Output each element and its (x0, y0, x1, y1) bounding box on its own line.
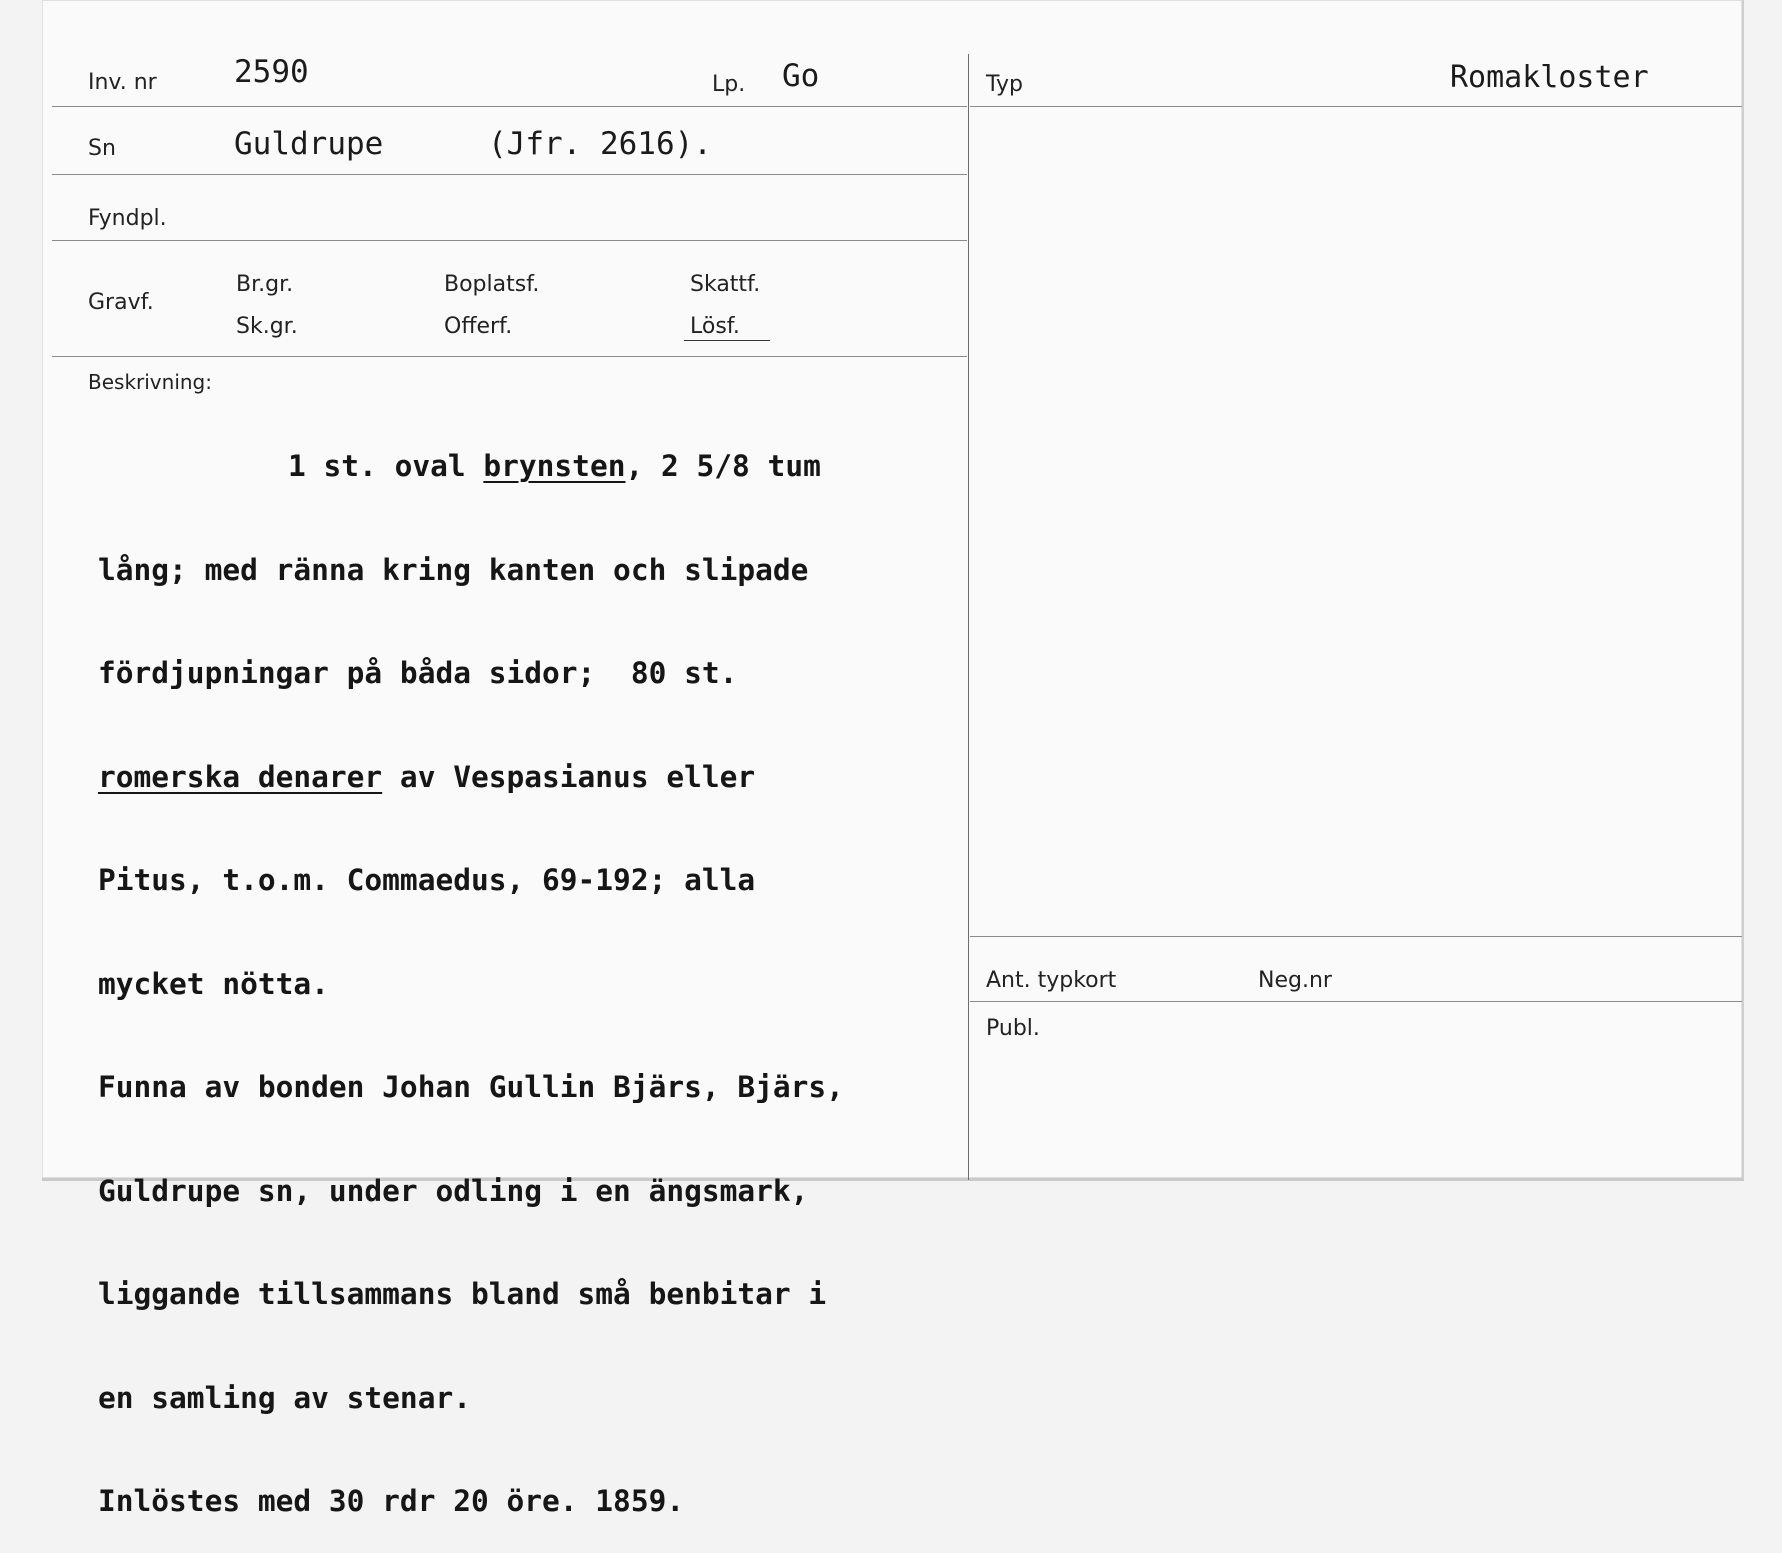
divider-bottom-2 (970, 1001, 1742, 1002)
desc-line-10: en samling av stenar. (98, 1380, 471, 1415)
desc-line-11: Inlöstes med 30 rdr 20 öre. 1859. (98, 1484, 685, 1518)
desc-line-3: fördjupningar på båda sidor; 80 st. (98, 656, 738, 690)
desc-line-2: lång; med ränna kring kanten och slipade (98, 552, 809, 587)
divider-row1 (52, 106, 967, 107)
desc-line-8: Guldrupe sn, under odling i en ängsmark, (98, 1173, 809, 1208)
label-publ: Publ. (986, 1016, 1040, 1041)
label-offerf: Offerf. (444, 314, 513, 339)
label-skattf: Skattf. (690, 272, 761, 297)
desc-line-6: mycket nötta. (98, 966, 329, 1001)
desc-line-7: Funna av bonden Johan Gullin Bjärs, Bjärs, (98, 1070, 844, 1104)
label-fyndpl: Fyndpl. (88, 206, 167, 231)
label-boplatsf: Boplatsf. (444, 272, 540, 297)
value-inv-nr: 2590 (234, 54, 309, 90)
label-losf: Lösf. (690, 314, 740, 339)
value-lp: Go (782, 58, 820, 94)
divider-row3 (52, 240, 967, 241)
value-sn: Guldrupe (234, 126, 384, 162)
desc-line-9: liggande tillsammans bland små benbitar i (98, 1277, 827, 1311)
label-inv-nr: Inv. nr (88, 70, 157, 95)
divider-bottom-1 (970, 936, 1742, 937)
divider-row4 (52, 356, 967, 357)
divider-row2 (52, 174, 967, 175)
label-neg-nr: Neg.nr (1258, 968, 1332, 993)
label-gravf: Gravf. (88, 290, 154, 315)
divider-typ (970, 106, 1742, 107)
column-divider (968, 54, 969, 1180)
label-br-gr: Br.gr. (236, 272, 294, 297)
losf-underline (684, 340, 770, 341)
label-sn: Sn (88, 136, 116, 161)
desc-line-4: romerska denarer av Vespasianus eller (98, 759, 756, 794)
desc-line-1: 1 st. oval brynsten, 2 5/8 tum (288, 449, 821, 483)
label-sk-gr: Sk.gr. (236, 314, 298, 339)
value-sn-ref: (Jfr. 2616). (488, 126, 712, 162)
label-beskrivning: Beskrivning: (88, 370, 212, 394)
desc-line-5: Pitus, t.o.m. Commaedus, 69-192; alla (98, 863, 756, 897)
label-lp: Lp. (712, 72, 746, 97)
description-text (98, 380, 998, 1553)
label-ant-typkort: Ant. typkort (986, 968, 1117, 993)
label-typ: Typ (986, 72, 1023, 97)
value-typ: Romakloster (1450, 60, 1649, 95)
